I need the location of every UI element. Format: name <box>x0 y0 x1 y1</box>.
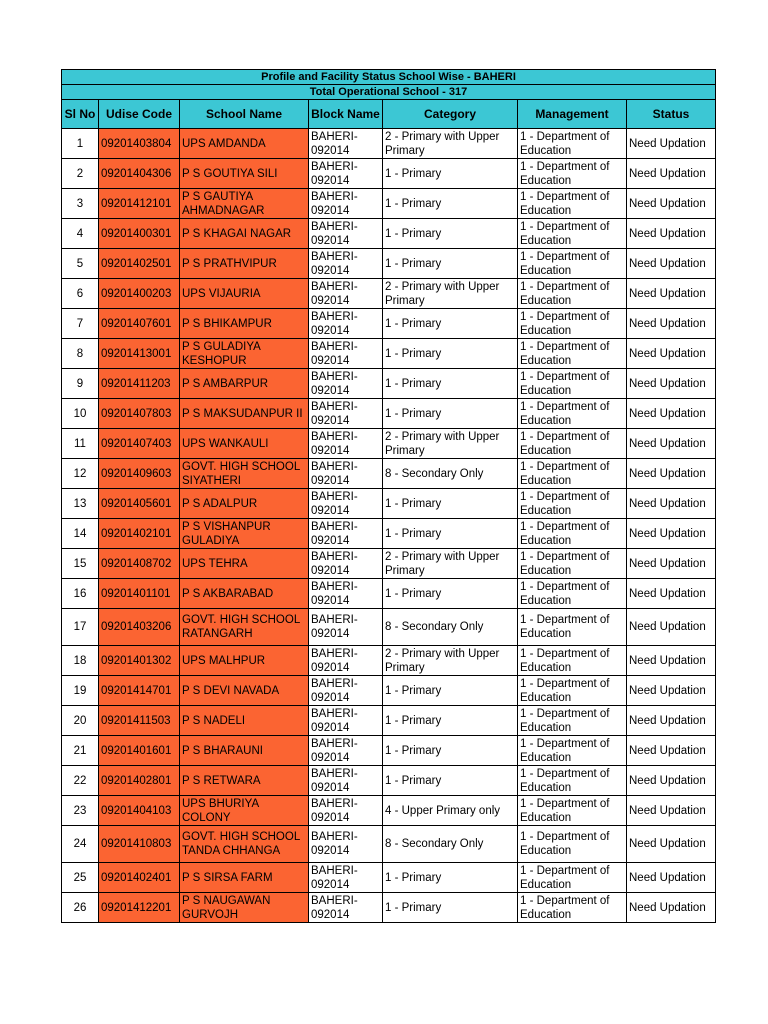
management-cell: 1 - Department of Education <box>518 736 627 766</box>
school-name-cell: P S VISHANPUR GULADIYA <box>180 519 309 549</box>
category-cell: 1 - Primary <box>383 189 518 219</box>
table-row <box>62 279 716 309</box>
school-name-cell: P S BHARAUNI <box>180 736 309 766</box>
category-cell: 1 - Primary <box>383 736 518 766</box>
school-name-cell: P S ADALPUR <box>180 489 309 519</box>
management-cell: 1 - Department of Education <box>518 579 627 609</box>
status-cell: Need Updation <box>627 676 716 706</box>
table-row <box>62 893 716 923</box>
management-cell: 1 - Department of Education <box>518 459 627 489</box>
udise-code-cell: 09201400203 <box>99 279 180 309</box>
block-name-cell: BAHERI- 092014 <box>309 309 383 339</box>
category-cell: 1 - Primary <box>383 219 518 249</box>
block-name-cell: BAHERI- 092014 <box>309 189 383 219</box>
category-cell: 8 - Secondary Only <box>383 826 518 863</box>
table-row <box>62 429 716 459</box>
table-row <box>62 676 716 706</box>
table-row <box>62 863 716 893</box>
management-cell: 1 - Department of Education <box>518 219 627 249</box>
school-name-cell: P S MAKSUDANPUR II <box>180 399 309 429</box>
management-cell: 1 - Department of Education <box>518 676 627 706</box>
status-cell: Need Updation <box>627 369 716 399</box>
table-row <box>62 459 716 489</box>
table-row <box>62 249 716 279</box>
sl-no-cell: 22 <box>62 766 99 796</box>
block-name-cell: BAHERI- 092014 <box>309 369 383 399</box>
udise-code-cell: 09201400301 <box>99 219 180 249</box>
block-name-cell: BAHERI- 092014 <box>309 609 383 646</box>
category-cell: 2 - Primary with Upper Primary <box>383 646 518 676</box>
udise-code-cell: 09201407803 <box>99 399 180 429</box>
sl-no-cell: 3 <box>62 189 99 219</box>
school-name-cell: UPS WANKAULI <box>180 429 309 459</box>
block-name-cell: BAHERI- 092014 <box>309 429 383 459</box>
table-row <box>62 339 716 369</box>
table-row <box>62 309 716 339</box>
management-cell: 1 - Department of Education <box>518 189 627 219</box>
status-cell: Need Updation <box>627 796 716 826</box>
management-cell: 1 - Department of Education <box>518 249 627 279</box>
udise-code-cell: 09201410803 <box>99 826 180 863</box>
block-name-cell: BAHERI- 092014 <box>309 676 383 706</box>
category-cell: 4 - Upper Primary only <box>383 796 518 826</box>
management-cell: 1 - Department of Education <box>518 159 627 189</box>
udise-code-cell: 09201408702 <box>99 549 180 579</box>
udise-code-cell: 09201405601 <box>99 489 180 519</box>
table-row <box>62 159 716 189</box>
sl-no-cell: 5 <box>62 249 99 279</box>
udise-code-cell: 09201412101 <box>99 189 180 219</box>
block-name-cell: BAHERI- 092014 <box>309 249 383 279</box>
school-status-table <box>61 69 716 923</box>
table-row <box>62 519 716 549</box>
udise-code-cell: 09201414701 <box>99 676 180 706</box>
management-cell: 1 - Department of Education <box>518 309 627 339</box>
udise-code-cell: 09201413001 <box>99 339 180 369</box>
sl-no-cell: 23 <box>62 796 99 826</box>
status-cell: Need Updation <box>627 706 716 736</box>
sl-no-cell: 15 <box>62 549 99 579</box>
category-cell: 1 - Primary <box>383 766 518 796</box>
block-name-cell: BAHERI- 092014 <box>309 129 383 159</box>
management-cell: 1 - Department of Education <box>518 893 627 923</box>
status-cell: Need Updation <box>627 646 716 676</box>
school-name-cell: P S GULADIYA KESHOPUR <box>180 339 309 369</box>
management-cell: 1 - Department of Education <box>518 609 627 646</box>
status-cell: Need Updation <box>627 309 716 339</box>
udise-code-cell: 09201407403 <box>99 429 180 459</box>
udise-code-cell: 09201411203 <box>99 369 180 399</box>
sl-no-cell: 6 <box>62 279 99 309</box>
management-cell: 1 - Department of Education <box>518 549 627 579</box>
school-name-cell: UPS MALHPUR <box>180 646 309 676</box>
table-row <box>62 579 716 609</box>
udise-code-cell: 09201402501 <box>99 249 180 279</box>
sl-no-cell: 19 <box>62 676 99 706</box>
school-name-cell: GOVT. HIGH SCHOOL RATANGARH <box>180 609 309 646</box>
sl-no-cell: 11 <box>62 429 99 459</box>
block-name-cell: BAHERI- 092014 <box>309 219 383 249</box>
block-name-cell: BAHERI- 092014 <box>309 279 383 309</box>
status-cell: Need Updation <box>627 489 716 519</box>
status-cell: Need Updation <box>627 519 716 549</box>
sl-no-cell: 18 <box>62 646 99 676</box>
school-name-cell: P S AKBARABAD <box>180 579 309 609</box>
school-name-cell: P S RETWARA <box>180 766 309 796</box>
udise-code-cell: 09201402401 <box>99 863 180 893</box>
table-row <box>62 736 716 766</box>
school-name-cell: P S KHAGAI NAGAR <box>180 219 309 249</box>
category-cell: 2 - Primary with Upper Primary <box>383 549 518 579</box>
status-cell: Need Updation <box>627 249 716 279</box>
sl-no-cell: 4 <box>62 219 99 249</box>
category-cell: 2 - Primary with Upper Primary <box>383 129 518 159</box>
category-cell: 1 - Primary <box>383 369 518 399</box>
sl-no-cell: 26 <box>62 893 99 923</box>
block-name-cell: BAHERI- 092014 <box>309 459 383 489</box>
sl-no-cell: 17 <box>62 609 99 646</box>
column-header-management: Management <box>518 100 627 129</box>
udise-code-cell: 09201403206 <box>99 609 180 646</box>
block-name-cell: BAHERI- 092014 <box>309 863 383 893</box>
school-name-cell: P S DEVI NAVADA <box>180 676 309 706</box>
block-name-cell: BAHERI- 092014 <box>309 796 383 826</box>
management-cell: 1 - Department of Education <box>518 646 627 676</box>
block-name-cell: BAHERI- 092014 <box>309 159 383 189</box>
block-name-cell: BAHERI- 092014 <box>309 766 383 796</box>
category-cell: 1 - Primary <box>383 676 518 706</box>
category-cell: 1 - Primary <box>383 863 518 893</box>
category-cell: 1 - Primary <box>383 706 518 736</box>
sl-no-cell: 10 <box>62 399 99 429</box>
column-header-category: Category <box>383 100 518 129</box>
udise-code-cell: 09201402101 <box>99 519 180 549</box>
table-row <box>62 489 716 519</box>
category-cell: 1 - Primary <box>383 399 518 429</box>
udise-code-cell: 09201411503 <box>99 706 180 736</box>
table-row <box>62 129 716 159</box>
table-row <box>62 219 716 249</box>
block-name-cell: BAHERI- 092014 <box>309 826 383 863</box>
management-cell: 1 - Department of Education <box>518 766 627 796</box>
table-row <box>62 189 716 219</box>
status-cell: Need Updation <box>627 339 716 369</box>
table-body <box>62 129 716 923</box>
table-row <box>62 796 716 826</box>
sl-no-cell: 9 <box>62 369 99 399</box>
udise-code-cell: 09201404306 <box>99 159 180 189</box>
category-cell: 1 - Primary <box>383 159 518 189</box>
table-row <box>62 826 716 863</box>
school-name-cell: GOVT. HIGH SCHOOL SIYATHERI <box>180 459 309 489</box>
udise-code-cell: 09201409603 <box>99 459 180 489</box>
school-name-cell: P S GAUTIYA AHMADNAGAR <box>180 189 309 219</box>
school-name-cell: P S SIRSA FARM <box>180 863 309 893</box>
block-name-cell: BAHERI- 092014 <box>309 549 383 579</box>
sl-no-cell: 14 <box>62 519 99 549</box>
table-row <box>62 549 716 579</box>
school-name-cell: P S BHIKAMPUR <box>180 309 309 339</box>
category-cell: 1 - Primary <box>383 339 518 369</box>
table-row <box>62 609 716 646</box>
status-cell: Need Updation <box>627 189 716 219</box>
status-cell: Need Updation <box>627 826 716 863</box>
category-cell: 1 - Primary <box>383 249 518 279</box>
category-cell: 1 - Primary <box>383 893 518 923</box>
status-cell: Need Updation <box>627 159 716 189</box>
status-cell: Need Updation <box>627 736 716 766</box>
management-cell: 1 - Department of Education <box>518 129 627 159</box>
school-name-cell: UPS VIJAURIA <box>180 279 309 309</box>
status-cell: Need Updation <box>627 429 716 459</box>
column-header-udise-code: Udise Code <box>99 100 180 129</box>
sl-no-cell: 2 <box>62 159 99 189</box>
report-title: Profile and Facility Status School Wise - BAHERI <box>62 70 716 85</box>
table-row <box>62 369 716 399</box>
sl-no-cell: 13 <box>62 489 99 519</box>
report-subtitle: Total Operational School - 317 <box>62 85 716 100</box>
management-cell: 1 - Department of Education <box>518 826 627 863</box>
udise-code-cell: 09201402801 <box>99 766 180 796</box>
sl-no-cell: 8 <box>62 339 99 369</box>
column-header-block-name: Block Name <box>309 100 383 129</box>
block-name-cell: BAHERI- 092014 <box>309 519 383 549</box>
management-cell: 1 - Department of Education <box>518 863 627 893</box>
block-name-cell: BAHERI- 092014 <box>309 706 383 736</box>
management-cell: 1 - Department of Education <box>518 369 627 399</box>
block-name-cell: BAHERI- 092014 <box>309 646 383 676</box>
status-cell: Need Updation <box>627 863 716 893</box>
sl-no-cell: 24 <box>62 826 99 863</box>
column-header-school-name: School Name <box>180 100 309 129</box>
sl-no-cell: 21 <box>62 736 99 766</box>
table-row <box>62 766 716 796</box>
school-name-cell: GOVT. HIGH SCHOOL TANDA CHHANGA <box>180 826 309 863</box>
category-cell: 1 - Primary <box>383 489 518 519</box>
column-header-sl-no: Sl No <box>62 100 99 129</box>
status-cell: Need Updation <box>627 279 716 309</box>
school-name-cell: P S GOUTIYA SILI <box>180 159 309 189</box>
block-name-cell: BAHERI- 092014 <box>309 893 383 923</box>
management-cell: 1 - Department of Education <box>518 519 627 549</box>
category-cell: 1 - Primary <box>383 519 518 549</box>
management-cell: 1 - Department of Education <box>518 796 627 826</box>
category-cell: 2 - Primary with Upper Primary <box>383 279 518 309</box>
sl-no-cell: 20 <box>62 706 99 736</box>
category-cell: 2 - Primary with Upper Primary <box>383 429 518 459</box>
status-cell: Need Updation <box>627 549 716 579</box>
category-cell: 1 - Primary <box>383 309 518 339</box>
udise-code-cell: 09201412201 <box>99 893 180 923</box>
udise-code-cell: 09201404103 <box>99 796 180 826</box>
status-cell: Need Updation <box>627 129 716 159</box>
school-name-cell: UPS TEHRA <box>180 549 309 579</box>
column-header-status: Status <box>627 100 716 129</box>
management-cell: 1 - Department of Education <box>518 339 627 369</box>
school-name-cell: P S NAUGAWAN GURVOJH <box>180 893 309 923</box>
sl-no-cell: 25 <box>62 863 99 893</box>
block-name-cell: BAHERI- 092014 <box>309 736 383 766</box>
sl-no-cell: 12 <box>62 459 99 489</box>
udise-code-cell: 09201401601 <box>99 736 180 766</box>
school-name-cell: UPS AMDANDA <box>180 129 309 159</box>
status-cell: Need Updation <box>627 766 716 796</box>
sl-no-cell: 16 <box>62 579 99 609</box>
category-cell: 8 - Secondary Only <box>383 609 518 646</box>
management-cell: 1 - Department of Education <box>518 429 627 459</box>
udise-code-cell: 09201407601 <box>99 309 180 339</box>
school-name-cell: UPS BHURIYA COLONY <box>180 796 309 826</box>
status-cell: Need Updation <box>627 219 716 249</box>
school-name-cell: P S NADELI <box>180 706 309 736</box>
block-name-cell: BAHERI- 092014 <box>309 399 383 429</box>
udise-code-cell: 09201401302 <box>99 646 180 676</box>
status-cell: Need Updation <box>627 459 716 489</box>
table-row <box>62 706 716 736</box>
table-row <box>62 646 716 676</box>
sl-no-cell: 7 <box>62 309 99 339</box>
block-name-cell: BAHERI- 092014 <box>309 579 383 609</box>
management-cell: 1 - Department of Education <box>518 706 627 736</box>
category-cell: 8 - Secondary Only <box>383 459 518 489</box>
block-name-cell: BAHERI- 092014 <box>309 339 383 369</box>
udise-code-cell: 09201401101 <box>99 579 180 609</box>
block-name-cell: BAHERI- 092014 <box>309 489 383 519</box>
sl-no-cell: 1 <box>62 129 99 159</box>
management-cell: 1 - Department of Education <box>518 279 627 309</box>
school-name-cell: P S PRATHVIPUR <box>180 249 309 279</box>
category-cell: 1 - Primary <box>383 579 518 609</box>
table-row <box>62 399 716 429</box>
status-cell: Need Updation <box>627 609 716 646</box>
status-cell: Need Updation <box>627 579 716 609</box>
udise-code-cell: 09201403804 <box>99 129 180 159</box>
school-name-cell: P S AMBARPUR <box>180 369 309 399</box>
management-cell: 1 - Department of Education <box>518 399 627 429</box>
status-cell: Need Updation <box>627 399 716 429</box>
management-cell: 1 - Department of Education <box>518 489 627 519</box>
status-cell: Need Updation <box>627 893 716 923</box>
